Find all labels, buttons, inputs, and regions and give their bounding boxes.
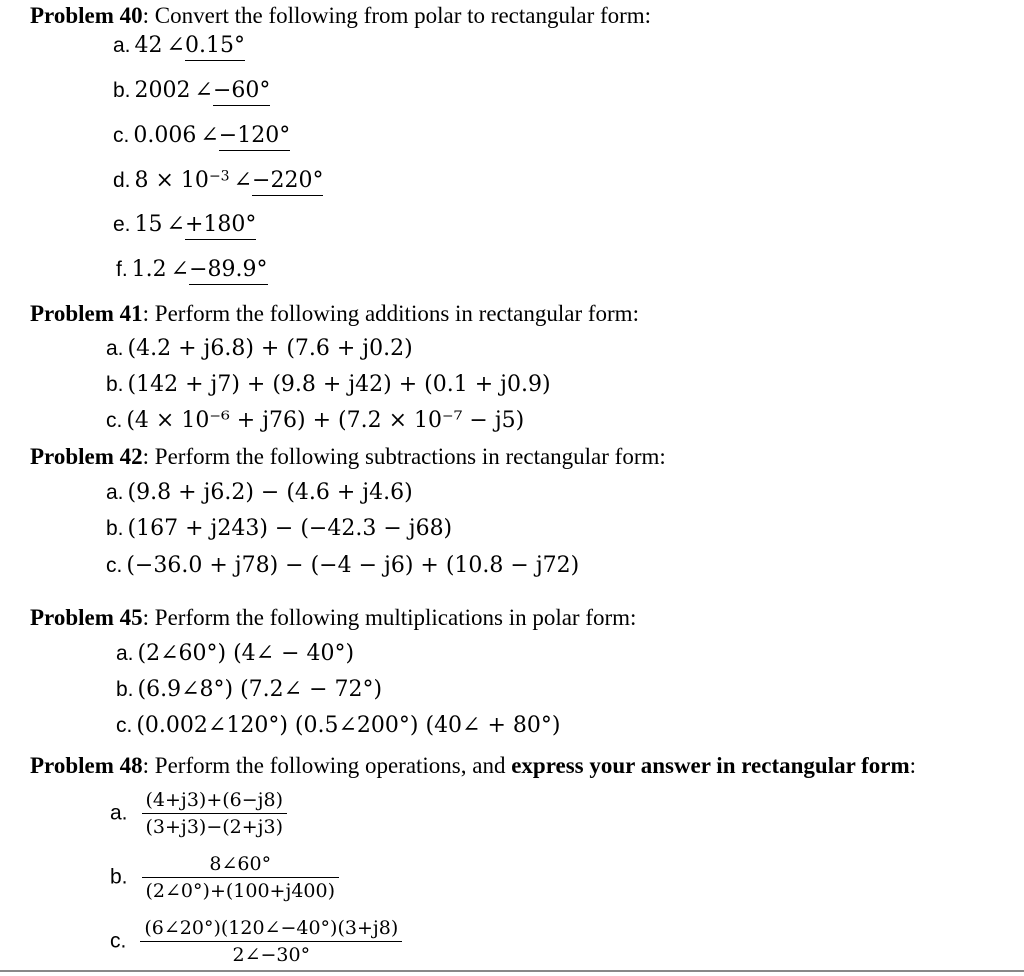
item-label: a. [110, 801, 128, 825]
p40-item-c [113, 123, 290, 148]
numerator: (4+j3)+(6−j8) [145, 789, 284, 811]
item-label: e. [113, 213, 131, 236]
problem-40-heading [30, 3, 651, 29]
magnitude: 1.2 [131, 257, 167, 282]
angle-symbol-icon: ∠ [233, 168, 253, 193]
item-label: a. [113, 34, 131, 57]
p45-item-a [116, 641, 354, 666]
angle-value: −89.9° [189, 257, 267, 285]
problem-instruction-emphasis: express your answer in rectangular form [511, 753, 910, 778]
angle-value: −220° [252, 168, 323, 196]
p45-item-b [116, 677, 382, 702]
fraction [142, 853, 340, 902]
item-label: c. [113, 124, 130, 147]
p40-item-a [113, 33, 245, 58]
problem-42-heading [30, 444, 666, 470]
p48-item-c [110, 917, 402, 966]
magnitude: 2002 [134, 78, 191, 103]
numerator: (6∠20°)(120∠−40°)(3+j8) [144, 917, 399, 939]
expression: (9.8 + j6.2) − (4.6 + j4.6) [127, 480, 413, 505]
expression: (6.9∠8°) (7.2∠ − 72°) [137, 677, 383, 702]
angle-value: −60° [213, 78, 270, 106]
problem-instruction: : Perform the following additions in rectangular form: [142, 301, 639, 326]
p40-item-f [116, 257, 268, 282]
exponent: −3 [208, 168, 230, 185]
angle-symbol-icon: ∠ [166, 33, 185, 58]
item-label: b. [110, 865, 128, 889]
angle-value: −120° [219, 123, 290, 151]
problem-instruction: : Convert the following from polar to rectangular form: [142, 3, 652, 28]
fraction [140, 917, 402, 966]
problem-number: Problem 40 [30, 3, 143, 28]
problem-number: Problem 42 [30, 444, 143, 469]
magnitude: 15 [134, 212, 163, 237]
problem-number: Problem 45 [30, 605, 143, 630]
angle-symbol-icon: ∠ [194, 78, 213, 103]
angle-symbol-icon: ∠ [200, 123, 219, 148]
expression: (−36.0 + j78) − (−4 − j6) + (10.8 − j72) [126, 553, 580, 578]
expression: (4 × 10⁻⁶ + j76) + (7.2 × 10⁻⁷ − j5) [126, 408, 525, 433]
denominator: (3+j3)−(2+j3) [142, 813, 288, 838]
problem-number: Problem 48 [30, 753, 143, 778]
problem-41-heading [30, 301, 639, 327]
p48-item-b [110, 853, 339, 902]
p45-item-c [116, 713, 561, 738]
denominator: (2∠0°)+(100+j400) [142, 877, 340, 902]
item-label: a. [106, 337, 124, 360]
expression: (142 + j7) + (9.8 + j42) + (0.1 + j0.9) [127, 372, 551, 397]
item-label: c. [110, 929, 127, 953]
p42-item-a [106, 480, 413, 505]
fraction [142, 789, 288, 838]
p41-item-a [106, 336, 413, 361]
item-label: c. [106, 409, 123, 432]
angle-value: 0.15° [185, 33, 245, 61]
item-label: a. [106, 481, 124, 504]
magnitude: 8 × 10 [134, 168, 209, 193]
angle-value: +180° [185, 212, 256, 240]
p40-item-d [113, 168, 323, 193]
p40-item-e [113, 212, 256, 237]
denominator: 2∠−30° [140, 941, 402, 966]
p41-item-b [106, 372, 551, 397]
item-label: c. [106, 554, 123, 577]
item-label: b. [106, 517, 124, 540]
angle-symbol-icon: ∠ [170, 257, 190, 282]
angle-symbol-icon: ∠ [166, 212, 185, 237]
magnitude: 0.006 [133, 123, 197, 148]
expression: (4.2 + j6.8) + (7.6 + j0.2) [127, 336, 413, 361]
item-label: f. [116, 258, 128, 281]
expression: (167 + j243) − (−42.3 − j68) [127, 516, 453, 541]
expression: (2∠60°) (4∠ − 40°) [137, 641, 355, 666]
item-label: b. [106, 373, 124, 396]
magnitude: 42 [134, 33, 163, 58]
page-bottom-divider [0, 970, 1024, 972]
problem-instruction: : Perform the following subtractions in rectangular form: [142, 444, 666, 469]
item-label: d. [113, 169, 131, 192]
p42-item-b [106, 516, 452, 541]
p48-item-a [110, 789, 287, 838]
problem-instruction: : Perform the following operations, and [142, 753, 512, 778]
item-label: b. [113, 79, 131, 102]
item-label: c. [116, 714, 133, 737]
problem-45-heading [30, 605, 636, 631]
p40-item-b [113, 78, 270, 103]
item-label: b. [116, 678, 134, 701]
problem-instruction-end: : [909, 753, 917, 778]
expression: (0.002∠120°) (0.5∠200°) (40∠ + 80°) [136, 713, 561, 738]
p42-item-c [106, 553, 579, 578]
item-label: a. [116, 642, 134, 665]
problem-instruction: : Perform the following multiplications in polar form: [142, 605, 637, 630]
p41-item-c [106, 408, 524, 433]
problem-number: Problem 41 [30, 301, 143, 326]
problem-48-heading [30, 753, 916, 779]
numerator: 8∠60° [209, 853, 272, 875]
